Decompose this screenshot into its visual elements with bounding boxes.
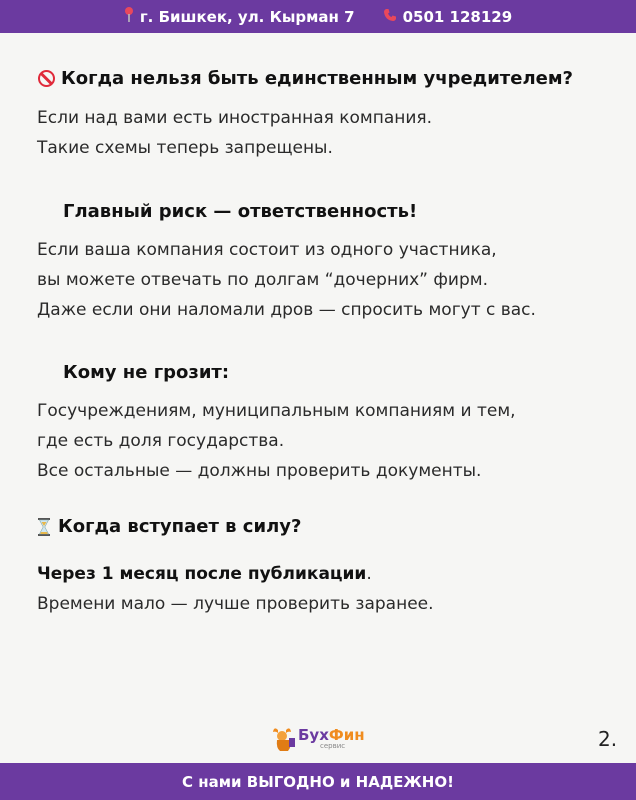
text-line: вы можете отвечать по долгам “дочерних” фирм. <box>37 270 488 290</box>
text-line: Такие схемы теперь запрещены. <box>37 138 333 158</box>
company-logo <box>272 726 365 752</box>
section-title: Главный риск — ответственность! <box>63 201 418 222</box>
section-body <box>37 235 536 325</box>
goat-mascot-icon <box>272 726 296 752</box>
text-line: Госучреждениям, муниципальным компаниям и тем, <box>37 401 516 421</box>
section-heading-effective-date <box>38 516 301 537</box>
text-line: Все остальные — должны проверить документы. <box>37 461 482 481</box>
emphasis-punctuation: . <box>366 564 372 584</box>
text-line: Если над вами есть иностранная компания. <box>37 108 433 128</box>
text-line: где есть доля государства. <box>37 431 285 451</box>
section-body <box>37 103 432 163</box>
section-heading-exempt <box>63 362 229 383</box>
section-body <box>37 559 434 619</box>
logo-text-part2: Фин <box>328 726 365 744</box>
logo-subtitle: сервис <box>320 742 346 750</box>
page-number: 2. <box>598 727 618 751</box>
text-line: Даже если они наломали дров — спросить могут с вас. <box>37 300 536 320</box>
logo-text-part1: Бух <box>298 726 329 744</box>
section-title: Когда вступает в силу? <box>58 516 302 537</box>
header-address: г. Бишкек, ул. Кырман 7 <box>139 7 355 26</box>
text-line: Времени мало — лучше проверить заранее. <box>37 594 434 614</box>
footer-bar <box>0 763 636 800</box>
section-body <box>37 396 516 486</box>
pin-icon <box>124 7 134 26</box>
section-heading-main-risk <box>63 201 417 222</box>
header-bar <box>0 0 636 33</box>
section-title: Когда нельзя быть единственным учредителем? <box>61 68 573 89</box>
section-title: Кому не грозит: <box>63 362 230 383</box>
hourglass-icon <box>38 518 50 536</box>
phone-icon <box>383 8 397 26</box>
no-entry-icon <box>38 70 55 87</box>
section-heading-sole-founder <box>38 68 573 89</box>
emphasis-line <box>37 559 434 589</box>
emphasis-text: Через 1 месяц после публикации <box>37 564 367 584</box>
header-phone: 0501 128129 <box>402 7 513 26</box>
footer-slogan: С нами ВЫГОДНО и НАДЕЖНО! <box>182 772 454 791</box>
text-line: Если ваша компания состоит из одного участника, <box>37 240 497 260</box>
